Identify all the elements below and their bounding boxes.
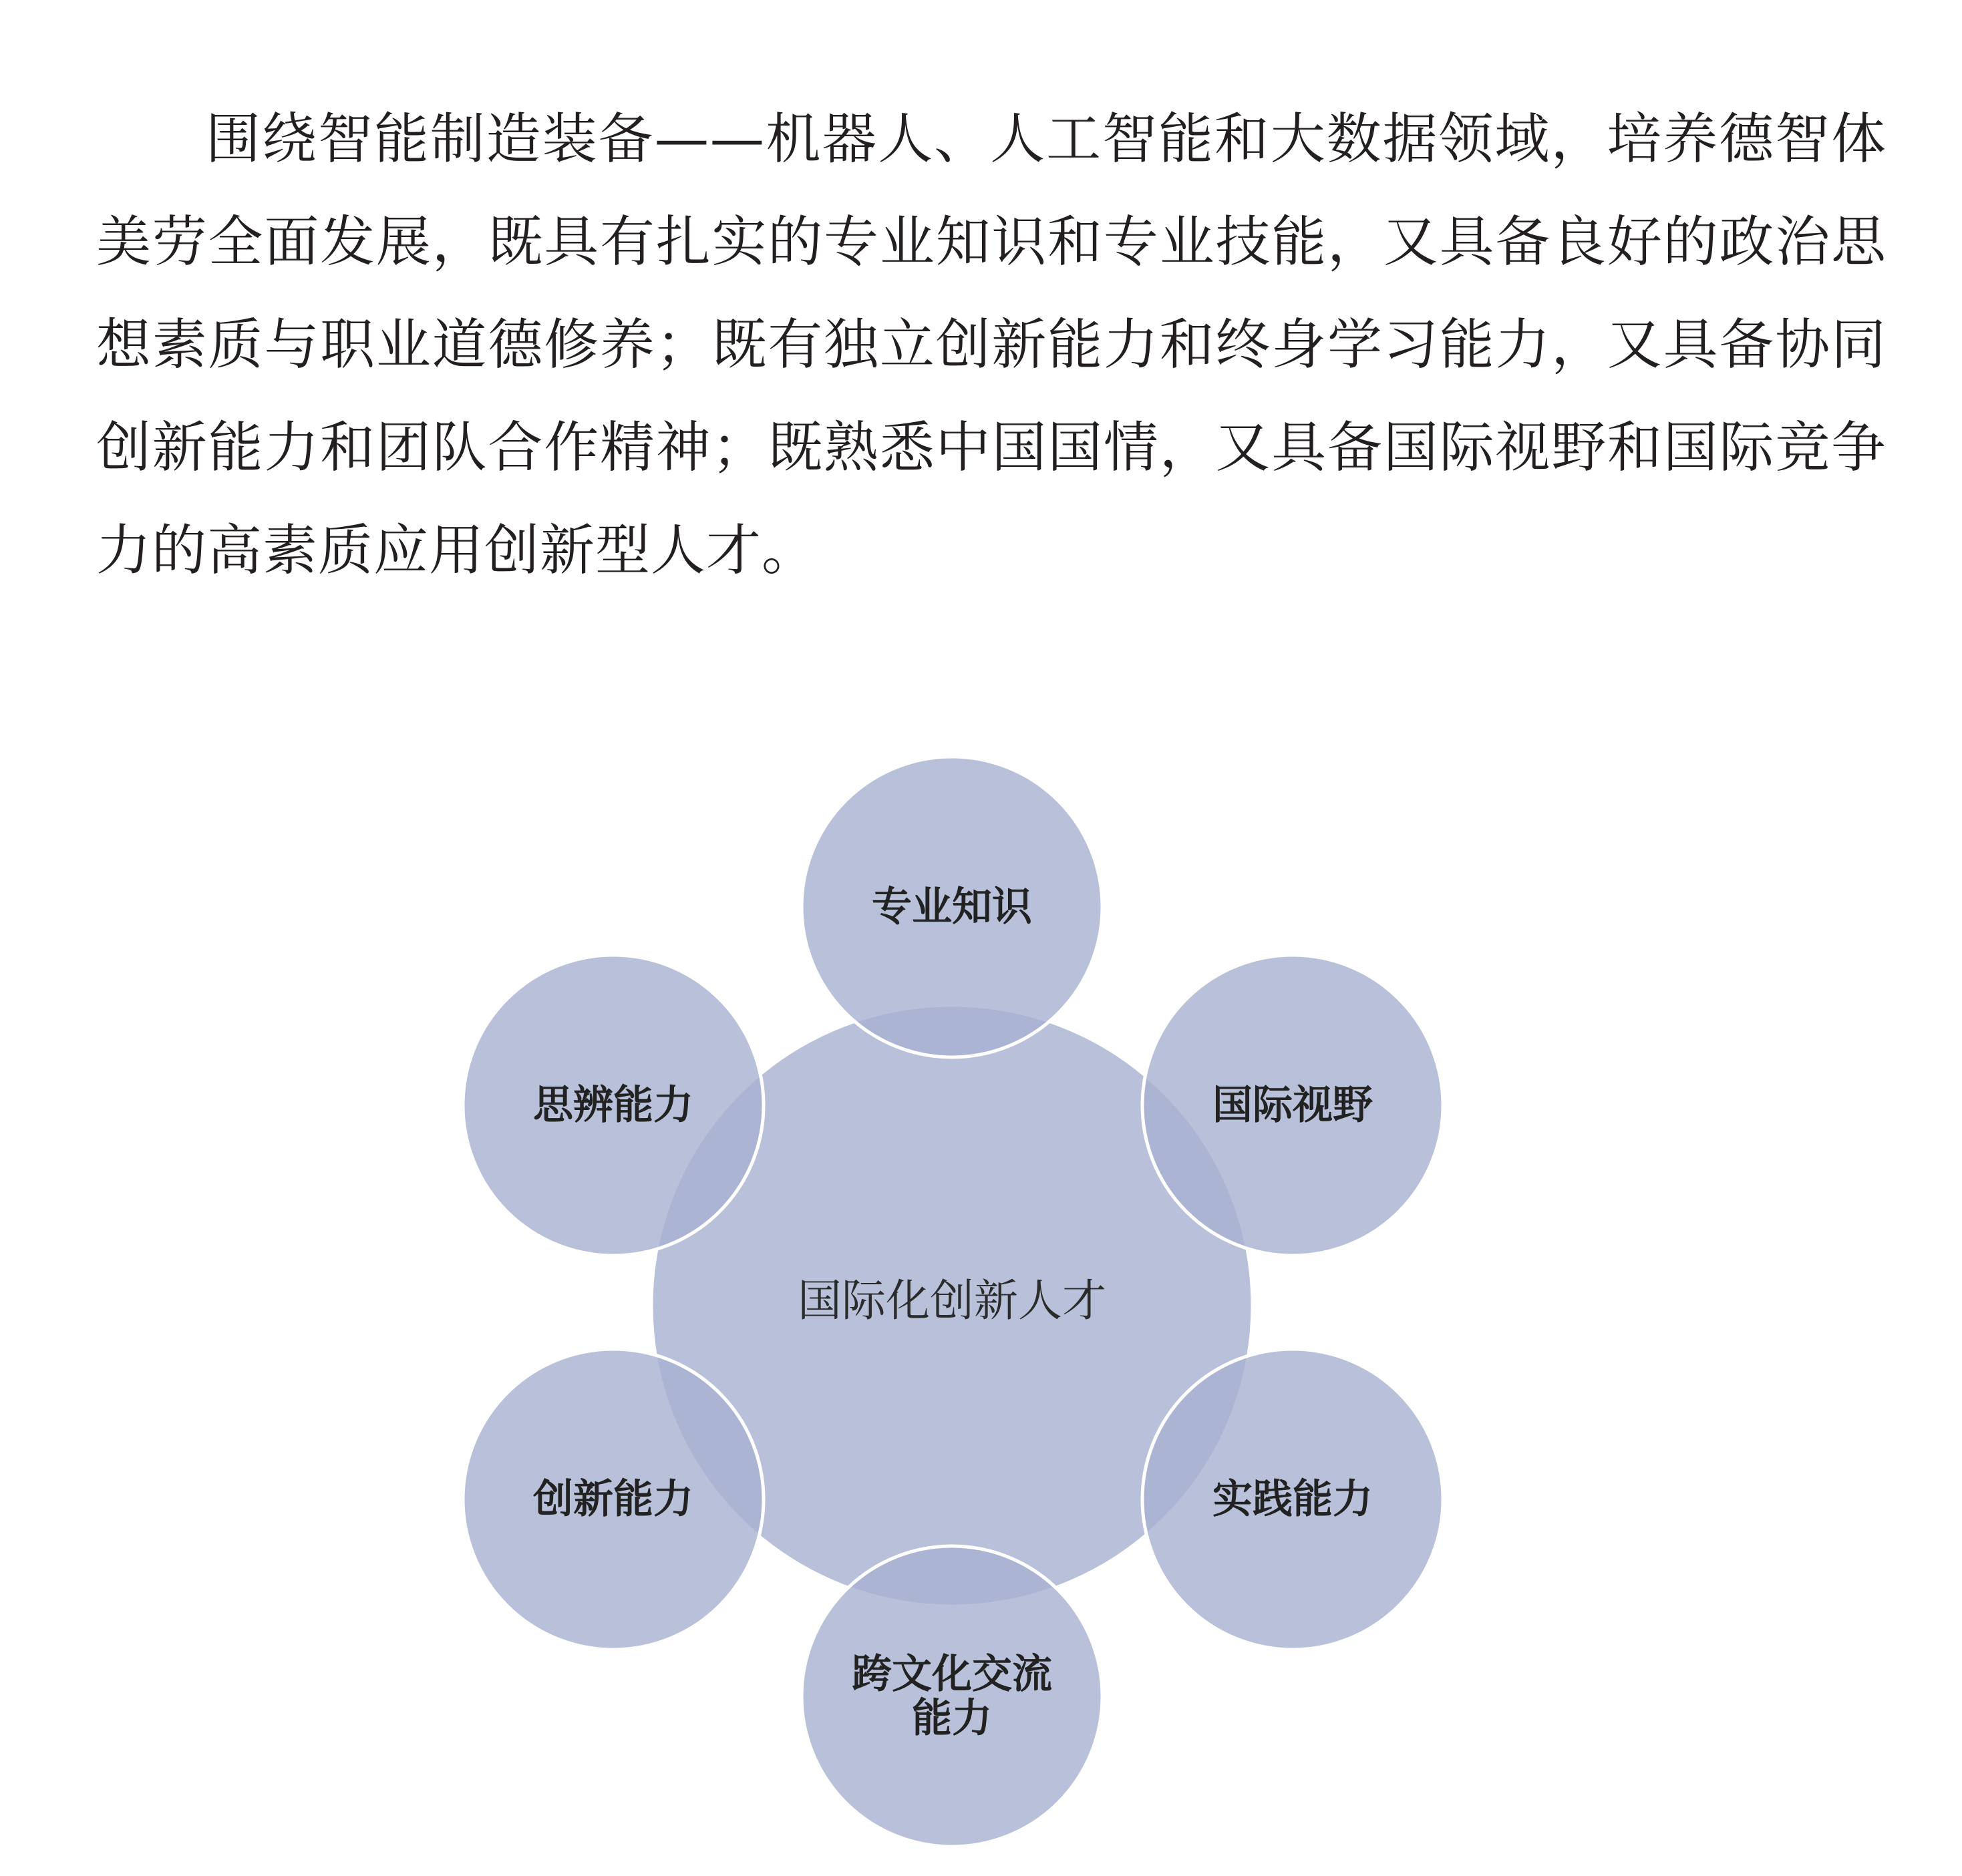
- node-label-critical-thinking: 思辨能力: [533, 1082, 693, 1129]
- node-label-innovation-ability: 创新能力: [533, 1476, 693, 1523]
- center-label: 国际化创新人才: [798, 1275, 1106, 1326]
- node-label-international-vision: 国际视野: [1212, 1082, 1373, 1129]
- node-label-cross-cultural: 能力: [912, 1695, 992, 1742]
- node-label-cross-cultural: 跨文化交流: [852, 1651, 1052, 1698]
- node-label-practical-ability: 实践能力: [1212, 1476, 1373, 1523]
- node-label-professional-knowledge: 专业知识: [872, 884, 1032, 930]
- intro-paragraph: 围绕智能制造装备——机器人、人工智能和大数据领域，培养德智体美劳全面发展，既具有扎实的专业知识和专业技能，又具备良好的政治思想素质与职业道德修养；既有独立创新能力和终身学习能力，又具备协同创新能力和团队合作精神；既熟悉中国国情，又具备国际视野和国际竞争力的高素质应用创新型人才。: [96, 108, 1887, 582]
